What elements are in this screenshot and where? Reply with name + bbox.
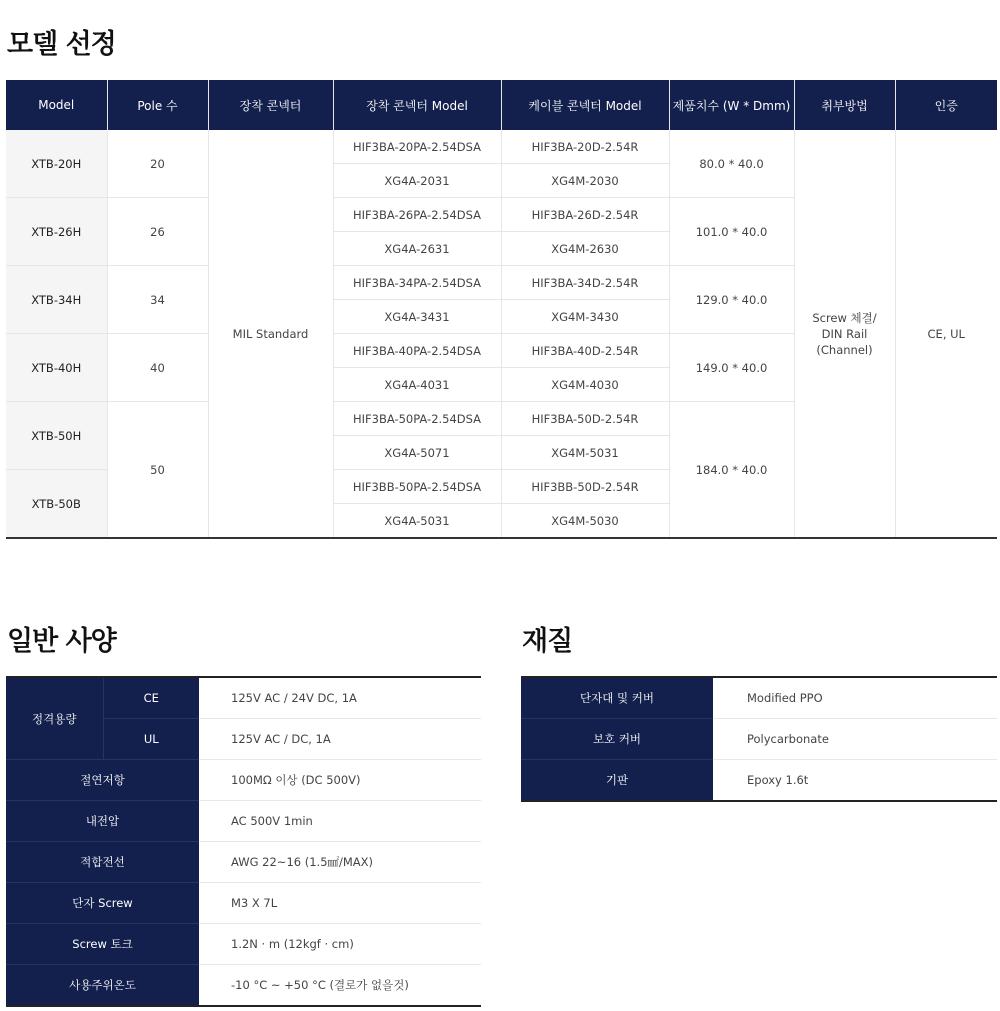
spec-label: 단자 Screw xyxy=(6,883,199,924)
mount-model-cell: HIF3BA-50PA-2.54DSA xyxy=(333,402,501,436)
table-row xyxy=(6,801,481,842)
header-pole: Pole 수 xyxy=(107,80,208,130)
material-value: Modified PPO xyxy=(713,677,997,719)
header-mount-method: 취부방법 xyxy=(794,80,895,130)
mount-model-cell: HIF3BA-26PA-2.54DSA xyxy=(333,198,501,232)
cable-model-cell: HIF3BB-50D-2.54R xyxy=(501,470,669,504)
pole-cell: 34 xyxy=(107,266,208,334)
mount-method-line: (Channel) xyxy=(816,342,873,357)
mount-model-cell: HIF3BA-40PA-2.54DSA xyxy=(333,334,501,368)
material-label: 보호 커버 xyxy=(521,719,713,760)
spec-sublabel: UL xyxy=(103,719,199,760)
model-cell: XTB-50B xyxy=(6,470,107,539)
mount-connector-cell: MIL Standard xyxy=(208,130,333,538)
spec-label: Screw 토크 xyxy=(6,924,199,965)
mount-model-cell: HIF3BB-50PA-2.54DSA xyxy=(333,470,501,504)
mount-model-cell: XG4A-5071 xyxy=(333,436,501,470)
mount-method-line: DIN Rail xyxy=(821,326,868,341)
spec-value: 100MΩ 이상 (DC 500V) xyxy=(199,760,481,801)
size-cell: 129.0 * 40.0 xyxy=(669,266,794,334)
material-value: Epoxy 1.6t xyxy=(713,760,997,802)
model-cell: XTB-50H xyxy=(6,402,107,470)
model-cell: XTB-34H xyxy=(6,266,107,334)
spec-value: AWG 22~16 (1.5㎟/MAX) xyxy=(199,842,481,883)
spec-label: 사용주위온도 xyxy=(6,965,199,1007)
model-section-title: 모델 선정 xyxy=(7,29,116,60)
spec-table xyxy=(6,676,481,1007)
cable-model-cell: XG4M-5030 xyxy=(501,504,669,539)
table-row xyxy=(6,842,481,883)
size-cell: 184.0 * 40.0 xyxy=(669,402,794,539)
mount-model-cell: XG4A-2031 xyxy=(333,164,501,198)
size-cell: 80.0 * 40.0 xyxy=(669,130,794,198)
table-row xyxy=(521,677,997,719)
cable-model-cell: XG4M-4030 xyxy=(501,368,669,402)
header-dimensions: 제품치수 (W * Dmm) xyxy=(669,80,794,130)
material-value: Polycarbonate xyxy=(713,719,997,760)
cable-model-cell: HIF3BA-20D-2.54R xyxy=(501,130,669,164)
mount-method-cell xyxy=(794,130,895,538)
table-row xyxy=(521,760,997,802)
size-cell: 149.0 * 40.0 xyxy=(669,334,794,402)
spec-label: 절연저항 xyxy=(6,760,199,801)
cable-model-cell: HIF3BA-26D-2.54R xyxy=(501,198,669,232)
spec-value: 1.2N · m (12kgf · cm) xyxy=(199,924,481,965)
table-header-row xyxy=(6,80,997,130)
pole-cell: 40 xyxy=(107,334,208,402)
model-cell: XTB-20H xyxy=(6,130,107,198)
spec-value: -10 °C ~ +50 °C (결로가 없을것) xyxy=(199,965,481,1007)
table-row xyxy=(6,883,481,924)
spec-section-title: 일반 사양 xyxy=(7,626,116,657)
spec-sublabel: CE xyxy=(103,677,199,719)
material-section-title: 재질 xyxy=(522,626,573,657)
table-row xyxy=(6,760,481,801)
model-cell: XTB-40H xyxy=(6,334,107,402)
model-cell: XTB-26H xyxy=(6,198,107,266)
model-table xyxy=(6,80,997,539)
table-row xyxy=(6,965,481,1007)
spec-value: 125V AC / DC, 1A xyxy=(199,719,481,760)
spec-label: 적합전선 xyxy=(6,842,199,883)
cable-model-cell: XG4M-2030 xyxy=(501,164,669,198)
header-certification: 인증 xyxy=(895,80,997,130)
header-mount-connector: 장착 콘넥터 xyxy=(208,80,333,130)
material-label: 단자대 및 커버 xyxy=(521,677,713,719)
spec-value: M3 X 7L xyxy=(199,883,481,924)
material-label: 기판 xyxy=(521,760,713,802)
table-row xyxy=(6,130,997,164)
mount-model-cell: XG4A-3431 xyxy=(333,300,501,334)
cable-model-cell: HIF3BA-34D-2.54R xyxy=(501,266,669,300)
mount-model-cell: XG4A-5031 xyxy=(333,504,501,539)
table-row xyxy=(521,719,997,760)
mount-model-cell: XG4A-2631 xyxy=(333,232,501,266)
table-row xyxy=(6,924,481,965)
mount-method-line: Screw 체결/ xyxy=(812,310,877,325)
cable-model-cell: HIF3BA-40D-2.54R xyxy=(501,334,669,368)
header-cable-connector-model: 케이블 콘넥터 Model xyxy=(501,80,669,130)
cable-model-cell: XG4M-2630 xyxy=(501,232,669,266)
cable-model-cell: XG4M-5031 xyxy=(501,436,669,470)
mount-model-cell: HIF3BA-20PA-2.54DSA xyxy=(333,130,501,164)
pole-cell: 50 xyxy=(107,402,208,539)
spec-label: 정격용량 xyxy=(6,677,103,760)
header-model: Model xyxy=(6,80,107,130)
spec-value: 125V AC / 24V DC, 1A xyxy=(199,677,481,719)
spec-label: 내전압 xyxy=(6,801,199,842)
size-cell: 101.0 * 40.0 xyxy=(669,198,794,266)
cable-model-cell: XG4M-3430 xyxy=(501,300,669,334)
header-mount-connector-model: 장착 콘넥터 Model xyxy=(333,80,501,130)
spec-value: AC 500V 1min xyxy=(199,801,481,842)
mount-model-cell: HIF3BA-34PA-2.54DSA xyxy=(333,266,501,300)
cable-model-cell: HIF3BA-50D-2.54R xyxy=(501,402,669,436)
pole-cell: 26 xyxy=(107,198,208,266)
pole-cell: 20 xyxy=(107,130,208,198)
mount-model-cell: XG4A-4031 xyxy=(333,368,501,402)
certification-cell: CE, UL xyxy=(895,130,997,538)
table-row xyxy=(6,677,481,719)
material-table xyxy=(521,676,997,802)
